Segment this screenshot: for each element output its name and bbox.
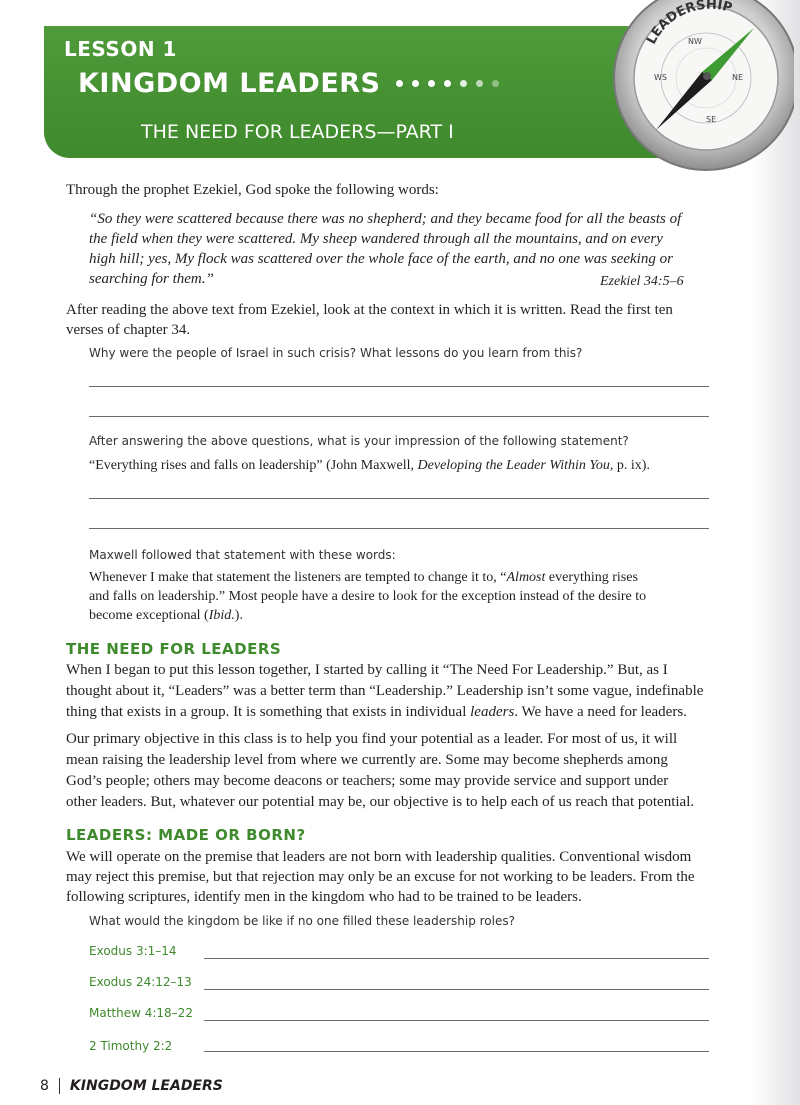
maxwell-book-title: Developing the Leader Within You: [417, 458, 610, 473]
reference-matthew-4: Matthew 4:18–22: [89, 1006, 193, 1020]
maxwell-quote-text: “Everything rises and falls on leadership” (John Maxwell,: [89, 458, 418, 473]
answer-line[interactable]: [204, 989, 709, 990]
reference-2-timothy-2: 2 Timothy 2:2: [89, 1039, 173, 1053]
maxwell-follow-text: Maxwell followed that statement with these words:: [89, 548, 396, 562]
question-crisis: Why were the people of Israel in such crisis? What lessons do you learn from this?: [89, 346, 583, 360]
context-line: After reading the above text from Ezekiel, look at the context in which it is written. Read the first ten: [66, 302, 673, 318]
maxwell-quote-end: , p. ix).: [609, 458, 650, 473]
made-paragraph: [66, 847, 710, 907]
dot: [412, 80, 419, 87]
block-line: and falls on leadership.” Most people have a desire to look for the exception instead of the desire to: [89, 589, 647, 604]
maxwell-block-quote: [89, 568, 689, 625]
need-paragraph-1: [66, 660, 710, 723]
lesson-title-text: KINGDOM LEADERS: [78, 68, 381, 99]
answer-line[interactable]: [204, 1051, 709, 1052]
answer-line[interactable]: [89, 386, 709, 387]
section-heading-made: LEADERS: MADE OR BORN?: [66, 826, 306, 844]
compass-word: LEADERSHIP: [644, 0, 734, 47]
lesson-subtitle: THE NEED FOR LEADERS—PART I: [141, 121, 454, 143]
lesson-label: LESSON 1: [64, 37, 177, 61]
para-line: We will operate on the premise that leaders are not born with leadership qualities. Conventional wisdom: [66, 849, 692, 865]
quote-line: searching for them.”: [89, 271, 214, 287]
quote-line: high hill; yes, My flock was scattered over the whole face of the earth, and no one was seeking or: [89, 251, 673, 267]
block-text: become exceptional (: [89, 608, 209, 623]
intro-text: Through the prophet Ezekiel, God spoke the following words:: [66, 182, 439, 198]
section-heading-need: THE NEED FOR LEADERS: [66, 640, 282, 658]
answer-line[interactable]: [89, 528, 709, 529]
para-line: God’s people; others may become deacons or teachers; some may provide service and support under: [66, 773, 669, 789]
block-text: everything rises: [545, 570, 638, 585]
para-italic: leaders: [470, 704, 515, 720]
block-text: ).: [234, 608, 243, 623]
need-paragraph-2: [66, 729, 710, 813]
context-text: [66, 300, 673, 340]
question-kingdom: What would the kingdom be like if no one filled these leadership roles?: [89, 914, 515, 928]
para-text: thing that exists in a group. It is something that exists in individual: [66, 704, 471, 720]
reference-exodus-24: Exodus 24:12–13: [89, 975, 192, 989]
para-line: When I began to put this lesson together, I started by calling it “The Need For Leadership.” But, as I: [66, 662, 668, 678]
page-footer: [40, 1078, 223, 1094]
answer-line[interactable]: [204, 958, 709, 959]
compass-icon: [594, 0, 794, 178]
dot: [396, 80, 403, 87]
maxwell-quote: [89, 456, 650, 476]
dot: [428, 80, 435, 87]
para-line: mean raising the leadership level from where we currently are. Some may become shepherds among: [66, 752, 668, 768]
answer-line[interactable]: [89, 416, 709, 417]
lesson-title: [78, 68, 499, 99]
compass-ne: NE: [732, 73, 744, 82]
para-line: Our primary objective in this class is to help you find your potential as a leader. For most of us, it will: [66, 731, 678, 747]
footer-title: KINGDOM LEADERS: [69, 1078, 223, 1094]
reference-exodus-3: Exodus 3:1–14: [89, 944, 177, 958]
compass-ws: WS: [654, 73, 667, 82]
dot: [476, 80, 483, 87]
block-text: Whenever I make that statement the listeners are tempted to change it to, “: [89, 570, 507, 585]
compass-se: SE: [706, 115, 717, 124]
block-line: [89, 606, 689, 625]
dot: [460, 80, 467, 87]
lesson-banner: [44, 26, 674, 158]
quote-line: the field when they were scattered. My sheep wandered through all the mountains, and on every: [89, 231, 663, 247]
page-number: 8: [40, 1078, 49, 1094]
dot: [492, 80, 499, 87]
para-line: may reject this premise, but that rejection may only be an excuse for not working to be leaders. From the: [66, 869, 695, 885]
para-line: other leaders. But, whatever our potential may be, our objective is to help each of us reach that potential.: [66, 794, 695, 810]
footer-separator: [59, 1078, 60, 1094]
scripture-quote: [89, 209, 689, 289]
question-impression: After answering the above questions, what is your impression of the following statement?: [89, 434, 629, 448]
context-line: verses of chapter 34.: [66, 322, 191, 338]
para-line: [66, 702, 710, 723]
quote-line: “So they were scattered because there was no shepherd; and they became food for all the beasts of: [89, 211, 682, 227]
para-line: thought about it, “Leaders” was a better term than “Leadership.” Leadership isn’t some vague, indefinable: [66, 683, 704, 699]
block-italic: Ibid.: [208, 608, 235, 623]
block-line: [89, 568, 689, 587]
compass-nw: NW: [688, 37, 702, 46]
decorative-dots: [387, 80, 499, 87]
scripture-reference: Ezekiel 34:5–6: [600, 274, 684, 289]
para-line: following scriptures, identify men in the kingdom who had to be trained to be leaders.: [66, 889, 582, 905]
answer-line[interactable]: [204, 1020, 709, 1021]
para-text: . We have a need for leaders.: [514, 704, 687, 720]
block-italic: Almost: [506, 570, 546, 585]
dot: [444, 80, 451, 87]
answer-line[interactable]: [89, 498, 709, 499]
